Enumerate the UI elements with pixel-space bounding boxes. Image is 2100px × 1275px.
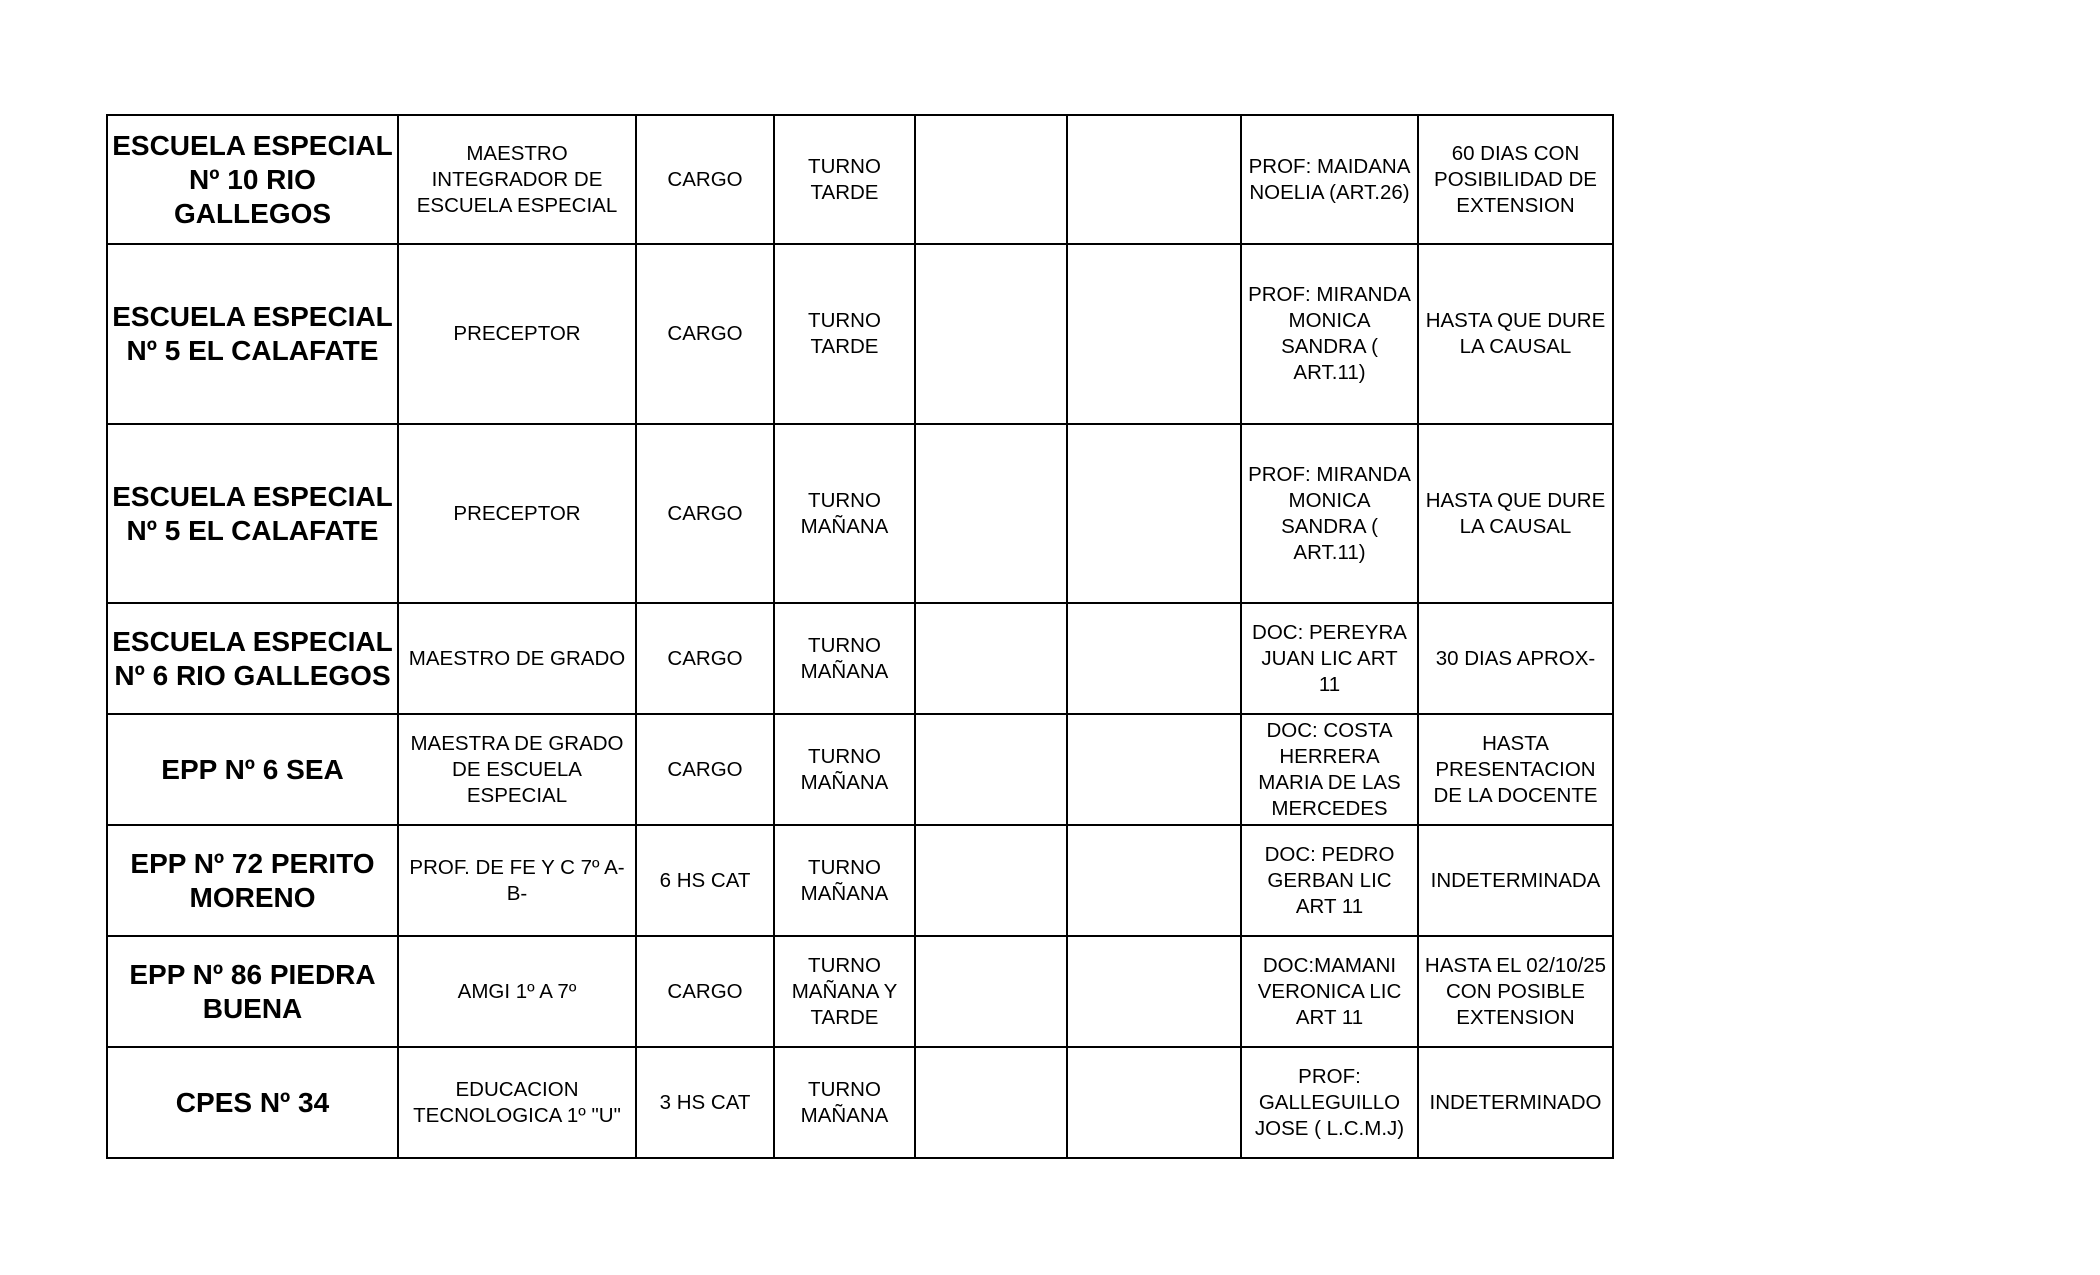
- type-cell: [636, 1047, 774, 1158]
- cell-line: DOC: COSTA: [1266, 718, 1393, 742]
- shift-cell: [774, 424, 915, 603]
- cell-line: BUENA: [202, 992, 303, 1024]
- empty-cell: [915, 603, 1067, 714]
- cell-line: CARGO: [667, 979, 743, 1003]
- cell-line: PROF: MIRANDA: [1248, 283, 1411, 306]
- cell-line: ART 11: [1295, 1005, 1364, 1029]
- cell-line: INDETERMINADO: [1429, 1090, 1602, 1114]
- cell-line: PRECEPTOR: [453, 322, 581, 345]
- type-cell: [636, 936, 774, 1047]
- shift-cell: [774, 115, 915, 244]
- cell-line: ESCUELA ESPECIAL: [416, 193, 618, 217]
- cell-line: 3 HS CAT: [659, 1090, 751, 1114]
- cell-line: MORENO: [189, 881, 316, 913]
- cell-line: Nº 10 RIO: [189, 163, 316, 195]
- type-cell: [636, 825, 774, 936]
- cell-line: CPES Nº 34: [175, 1086, 330, 1118]
- cell-line: JUAN LIC ART: [1261, 646, 1398, 670]
- cell-line: LA CAUSAL: [1459, 514, 1572, 538]
- cell-line: CON POSIBLE: [1446, 979, 1585, 1003]
- cell-line: TURNO: [808, 953, 881, 977]
- cell-line: ESCUELA ESPECIAL: [112, 480, 393, 512]
- table-row: [107, 603, 1613, 714]
- cell-line: MAESTRA DE GRADO: [410, 731, 624, 755]
- type-cell: [636, 424, 774, 603]
- cell-line: DE ESCUELA: [452, 757, 582, 781]
- shift-cell: [774, 603, 915, 714]
- school-cell: [107, 1047, 398, 1158]
- school-cell: [107, 936, 398, 1047]
- table-row: [107, 714, 1613, 825]
- cell-line: ART.11): [1293, 361, 1366, 384]
- cell-line: HASTA EL 02/10/25: [1424, 953, 1607, 977]
- table-row: [107, 936, 1613, 1047]
- cell-line: ART.11): [1293, 540, 1366, 564]
- cell-line: MONICA: [1288, 309, 1371, 332]
- duration-cell: [1418, 936, 1613, 1047]
- duration-cell: [1418, 115, 1613, 244]
- position-cell: [398, 1047, 636, 1158]
- duration-cell: [1418, 825, 1613, 936]
- position-cell: [398, 424, 636, 603]
- cell-line: INTEGRADOR DE: [431, 167, 603, 191]
- cell-line: MONICA: [1288, 488, 1371, 512]
- cell-line: MERCEDES: [1271, 796, 1388, 820]
- cell-line: MAÑANA: [800, 659, 889, 683]
- teacher-cell: [1241, 115, 1418, 244]
- cell-line: 30 DIAS APROX-: [1435, 646, 1596, 670]
- cell-line: GERBAN LIC: [1267, 868, 1392, 892]
- cell-line: JOSE ( L.C.M.J): [1254, 1116, 1405, 1140]
- cell-line: TURNO: [808, 633, 881, 657]
- cell-line: HASTA QUE DURE: [1425, 488, 1606, 512]
- empty-cell: [915, 825, 1067, 936]
- type-cell: [636, 115, 774, 244]
- cell-line: Nº 5 EL CALAFATE: [126, 514, 379, 546]
- shift-cell: [774, 825, 915, 936]
- cell-line: MAÑANA Y: [791, 979, 898, 1003]
- cell-line: EPP Nº 6 SEA: [161, 753, 344, 785]
- cell-line: CARGO: [667, 167, 743, 191]
- empty-cell: [915, 714, 1067, 825]
- empty-cell: [1067, 115, 1241, 244]
- empty-cell: [1067, 603, 1241, 714]
- cell-line: LA CAUSAL: [1459, 335, 1572, 358]
- duration-cell: [1418, 424, 1613, 603]
- table-row: [107, 825, 1613, 936]
- cell-line: EXTENSION: [1456, 193, 1575, 217]
- teacher-cell: [1241, 714, 1418, 825]
- empty-cell: [915, 244, 1067, 424]
- cell-line: AMGI 1º A 7º: [457, 979, 577, 1003]
- cell-line: SANDRA (: [1281, 335, 1378, 358]
- cell-line: ESPECIAL: [466, 783, 568, 807]
- duration-cell: [1418, 603, 1613, 714]
- teacher-cell: [1241, 603, 1418, 714]
- cell-line: SANDRA (: [1281, 514, 1378, 538]
- cell-line: TURNO: [808, 488, 881, 512]
- cell-line: DOC: PEDRO: [1264, 842, 1395, 866]
- cell-line: EDUCACION: [455, 1077, 579, 1101]
- cell-line: PRECEPTOR: [453, 501, 581, 525]
- cell-line: 11: [1318, 672, 1341, 696]
- cell-line: CARGO: [667, 646, 743, 670]
- type-cell: [636, 244, 774, 424]
- duration-cell: [1418, 714, 1613, 825]
- teacher-cell: [1241, 825, 1418, 936]
- table-row: [107, 1047, 1613, 1158]
- teacher-cell: [1241, 244, 1418, 424]
- type-cell: [636, 603, 774, 714]
- cell-line: MAÑANA: [800, 514, 889, 538]
- cell-line: PROF: MAIDANA: [1248, 154, 1411, 178]
- cell-line: GALLEGOS: [173, 197, 332, 229]
- cell-line: HASTA: [1482, 731, 1549, 755]
- cell-line: 6 HS CAT: [659, 868, 751, 892]
- teacher-cell: [1241, 1047, 1418, 1158]
- cell-line: TARDE: [810, 180, 879, 204]
- cell-line: MAESTRO: [466, 141, 568, 165]
- cell-line: TARDE: [810, 335, 879, 358]
- cell-line: TURNO: [808, 855, 881, 879]
- teacher-cell: [1241, 936, 1418, 1047]
- empty-cell: [915, 115, 1067, 244]
- empty-cell: [1067, 714, 1241, 825]
- shift-cell: [774, 244, 915, 424]
- empty-cell: [1067, 825, 1241, 936]
- empty-cell: [1067, 244, 1241, 424]
- cell-line: DOC:MAMANI: [1262, 953, 1397, 977]
- empty-cell: [915, 424, 1067, 603]
- cell-line: ART 11: [1295, 894, 1364, 918]
- cell-line: TURNO: [808, 154, 881, 178]
- cell-line: HASTA QUE DURE: [1425, 309, 1606, 332]
- cell-line: EXTENSION: [1456, 1005, 1575, 1029]
- position-cell: [398, 603, 636, 714]
- cell-line: INDETERMINADA: [1430, 868, 1601, 892]
- cell-line: ESCUELA ESPECIAL: [112, 129, 393, 161]
- cell-line: TARDE: [810, 1005, 879, 1029]
- cell-line: MAESTRO DE GRADO: [408, 646, 626, 670]
- cell-line: MARIA DE LAS: [1258, 770, 1401, 794]
- cell-line: TURNO: [808, 309, 881, 332]
- cell-line: CARGO: [667, 501, 743, 525]
- teacher-cell: [1241, 424, 1418, 603]
- position-cell: [398, 244, 636, 424]
- school-cell: [107, 603, 398, 714]
- table-row: [107, 244, 1613, 424]
- duration-cell: [1418, 1047, 1613, 1158]
- cell-line: NOELIA (ART.26): [1249, 180, 1410, 204]
- cell-line: B-: [506, 881, 528, 905]
- cell-line: 60 DIAS CON: [1451, 141, 1580, 165]
- type-cell: [636, 714, 774, 825]
- shift-cell: [774, 714, 915, 825]
- cell-line: Nº 5 EL CALAFATE: [126, 335, 379, 366]
- table-row: [107, 424, 1613, 603]
- cell-line: PROF:: [1298, 1064, 1361, 1088]
- empty-cell: [1067, 1047, 1241, 1158]
- school-cell: [107, 825, 398, 936]
- cell-line: POSIBILIDAD DE: [1434, 167, 1597, 191]
- duration-cell: [1418, 244, 1613, 424]
- shift-cell: [774, 1047, 915, 1158]
- empty-cell: [915, 936, 1067, 1047]
- cell-line: ESCUELA ESPECIAL: [112, 625, 393, 657]
- empty-cell: [915, 1047, 1067, 1158]
- cell-line: EPP Nº 72 PERITO: [130, 847, 375, 879]
- vacancy-table: [106, 114, 1614, 1159]
- cell-line: TURNO: [808, 744, 881, 768]
- empty-cell: [1067, 424, 1241, 603]
- cell-line: PRESENTACION: [1435, 757, 1596, 781]
- shift-cell: [774, 936, 915, 1047]
- cell-line: CARGO: [667, 757, 743, 781]
- position-cell: [398, 936, 636, 1047]
- cell-line: PROF: MIRANDA: [1248, 462, 1411, 486]
- cell-line: DE LA DOCENTE: [1433, 783, 1598, 807]
- cell-line: DOC: PEREYRA: [1252, 620, 1407, 644]
- school-cell: [107, 424, 398, 603]
- cell-line: GALLEGUILLO: [1258, 1090, 1401, 1114]
- cell-line: TURNO: [808, 1077, 881, 1101]
- cell-line: CARGO: [667, 322, 743, 345]
- cell-line: MAÑANA: [800, 1103, 889, 1127]
- cell-line: Nº 6 RIO GALLEGOS: [114, 659, 391, 691]
- school-cell: [107, 714, 398, 825]
- cell-line: VERONICA LIC: [1257, 979, 1402, 1003]
- position-cell: [398, 825, 636, 936]
- position-cell: [398, 115, 636, 244]
- cell-line: MAÑANA: [800, 770, 889, 794]
- cell-line: MAÑANA: [800, 881, 889, 905]
- school-cell: [107, 244, 398, 424]
- cell-line: TECNOLOGICA 1º "U": [413, 1103, 621, 1127]
- cell-line: PROF. DE FE Y C 7º A-: [409, 855, 625, 879]
- cell-line: ESCUELA ESPECIAL: [112, 301, 393, 332]
- cell-line: EPP Nº 86 PIEDRA: [129, 958, 376, 990]
- cell-line: HERRERA: [1279, 744, 1380, 768]
- school-cell: [107, 115, 398, 244]
- position-cell: [398, 714, 636, 825]
- table-body: [107, 115, 1613, 1158]
- empty-cell: [1067, 936, 1241, 1047]
- table-row: [107, 115, 1613, 244]
